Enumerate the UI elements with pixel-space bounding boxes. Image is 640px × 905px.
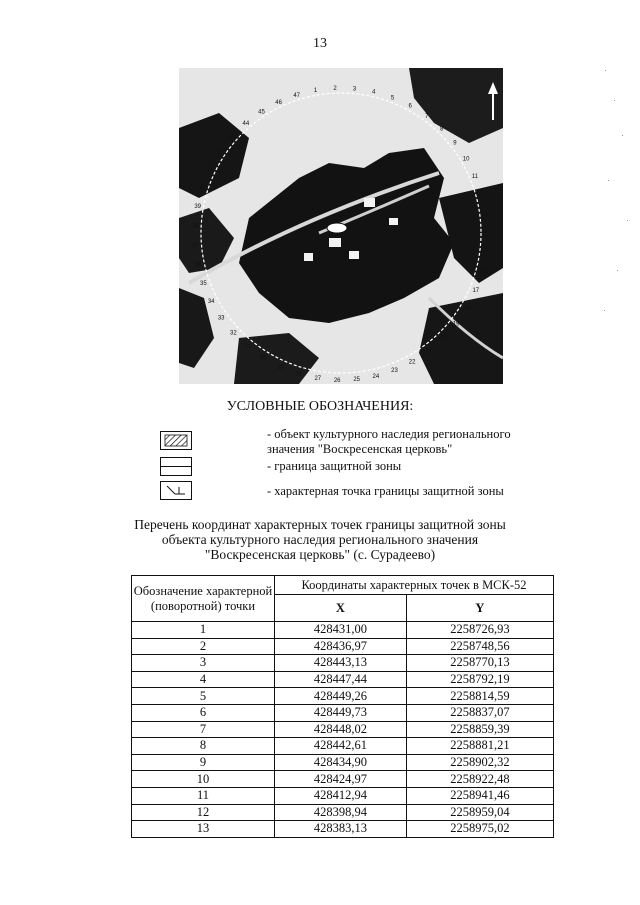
boundary-point-label: 21 <box>425 348 432 355</box>
list-title-line: объекта культурного наследия регионального значения <box>161 532 479 547</box>
table-row <box>132 787 554 804</box>
list-title-line: Перечень координат характерных точек границы защитной зоны <box>134 517 506 532</box>
table-row <box>132 622 554 639</box>
cell-x: 428448,02 <box>275 721 407 738</box>
legend-item-heritage-object <box>0 427 640 457</box>
building <box>364 198 375 207</box>
boundary-line-icon <box>160 457 192 476</box>
building <box>389 218 398 225</box>
boundary-point-label: 25 <box>353 377 361 384</box>
cell-y: 2258792,19 <box>406 671 553 688</box>
header-coordinates-group: Координаты характерных точек в МСК-52 <box>275 576 554 595</box>
boundary-point-label: 1 <box>313 88 318 95</box>
cell-y: 2258837,07 <box>406 704 553 721</box>
table-row <box>132 704 554 721</box>
boundary-point-label: 19 <box>452 321 460 328</box>
boundary-point-label: 8 <box>440 126 444 133</box>
boundary-point-label: 41 <box>206 167 214 174</box>
list-title-line: "Воскресенская церковь" (с. Сурадеево) <box>204 547 436 562</box>
cell-x: 428447,44 <box>275 671 407 688</box>
boundary-point-label: 14 <box>483 230 491 237</box>
boundary-point-label: 29 <box>277 364 284 371</box>
building <box>329 238 341 247</box>
cell-x: 428424,97 <box>275 771 407 788</box>
cell-y: 2258922,48 <box>406 771 553 788</box>
boundary-point-label: 15 <box>482 250 490 257</box>
legend-text-line: значения "Воскресенская церковь" <box>267 442 453 456</box>
coordinates-list-title <box>0 517 640 562</box>
boundary-point-label: 33 <box>217 315 225 322</box>
header-x: X <box>275 595 407 622</box>
cell-y: 2258726,93 <box>406 622 553 639</box>
cell-point-number: 4 <box>132 671 275 688</box>
boundary-point-label: 5 <box>390 95 395 102</box>
page-number: 13 <box>313 36 327 51</box>
cell-y: 2258881,21 <box>406 738 553 755</box>
cell-x: 428431,00 <box>275 622 407 639</box>
boundary-point-label: 44 <box>242 121 250 128</box>
boundary-point-label: 23 <box>391 367 398 374</box>
boundary-point-label: 18 <box>463 305 471 312</box>
boundary-point-label: 35 <box>200 280 207 287</box>
cell-x: 428443,13 <box>275 655 407 672</box>
boundary-point-label: 37 <box>192 242 199 249</box>
cell-x: 428383,13 <box>275 821 407 838</box>
boundary-point-label: 31 <box>244 344 251 351</box>
table-row <box>132 638 554 655</box>
cell-y: 2258975,02 <box>406 821 553 838</box>
header-point-designation: Обозначение характерной (поворотной) точки <box>132 576 275 622</box>
table-row <box>132 721 554 738</box>
cell-x: 428442,61 <box>275 738 407 755</box>
cell-y: 2258859,39 <box>406 721 553 738</box>
boundary-point-label: 16 <box>478 269 486 276</box>
legend-text <box>267 427 547 457</box>
building <box>304 253 313 261</box>
cell-point-number: 2 <box>132 638 275 655</box>
cell-x: 428449,73 <box>275 704 407 721</box>
cell-y: 2258941,46 <box>406 787 553 804</box>
boundary-point-label: 13 <box>482 211 489 218</box>
cell-y: 2258770,13 <box>406 655 553 672</box>
boundary-point-label: 40 <box>199 185 207 192</box>
cell-point-number: 9 <box>132 754 275 771</box>
table-row <box>132 655 554 672</box>
table-row <box>132 738 554 755</box>
legend-text-line: - характерная точка границы защитной зоны <box>267 484 504 498</box>
boundary-point-label: 46 <box>275 100 282 106</box>
table-row <box>132 671 554 688</box>
coordinates-table <box>131 575 554 838</box>
cell-x: 428436,97 <box>275 638 407 655</box>
boundary-point-label: 2 <box>333 86 337 93</box>
hatched-rectangle-icon <box>160 431 192 450</box>
table-row <box>132 771 554 788</box>
table-row <box>132 804 554 821</box>
cell-point-number: 5 <box>132 688 275 705</box>
legend-text <box>267 484 547 499</box>
boundary-point-label: 39 <box>194 204 202 210</box>
protection-zone-map <box>179 68 503 384</box>
boundary-point-label: 12 <box>478 192 485 199</box>
boundary-point-label: 36 <box>194 262 202 269</box>
boundary-point-label: 28 <box>295 371 303 378</box>
cell-y: 2258748,56 <box>406 638 553 655</box>
cell-point-number: 10 <box>132 771 275 788</box>
table-row <box>132 821 554 838</box>
boundary-point-label: 20 <box>439 336 447 343</box>
boundary-point-label: 22 <box>408 359 416 366</box>
boundary-point-label: 26 <box>333 378 341 384</box>
table-row <box>132 754 554 771</box>
boundary-point-label: 24 <box>372 373 380 380</box>
boundary-point-label: 42 <box>216 150 224 157</box>
boundary-point-label: 11 <box>471 174 479 180</box>
boundary-point-label: 34 <box>207 298 215 305</box>
cell-point-number: 1 <box>132 622 275 639</box>
boundary-point-label: 9 <box>453 140 457 147</box>
cell-point-number: 3 <box>132 655 275 672</box>
header-y: Y <box>406 595 553 622</box>
boundary-point-label: 10 <box>462 156 470 163</box>
boundary-point-label: 38 <box>191 223 199 230</box>
boundary-point-label: 3 <box>352 86 357 93</box>
legend-text <box>267 459 547 474</box>
cell-x: 428412,94 <box>275 787 407 804</box>
boundary-point-icon <box>160 481 192 500</box>
scan-noise <box>602 60 632 340</box>
map-image <box>179 68 503 384</box>
cell-point-number: 6 <box>132 704 275 721</box>
church-object <box>327 223 347 233</box>
cell-point-number: 11 <box>132 787 275 804</box>
boundary-point-label: 6 <box>408 103 412 110</box>
legend-text-line: - граница защитной зоны <box>267 459 402 473</box>
cell-y: 2258902,32 <box>406 754 553 771</box>
boundary-point-label: 30 <box>260 355 267 362</box>
cell-point-number: 13 <box>132 821 275 838</box>
boundary-point-label: 4 <box>372 89 376 96</box>
cell-y: 2258959,04 <box>406 804 553 821</box>
cell-point-number: 7 <box>132 721 275 738</box>
building <box>349 251 359 259</box>
cell-y: 2258814,59 <box>406 688 553 705</box>
legend-text-line: - объект культурного наследия регионального <box>267 427 511 441</box>
cell-point-number: 8 <box>132 738 275 755</box>
boundary-point-label: 27 <box>314 376 322 383</box>
boundary-point-label: 17 <box>472 288 480 294</box>
legend-item-point <box>0 480 640 510</box>
cell-x: 428398,94 <box>275 804 407 821</box>
legend-title: УСЛОВНЫЕ ОБОЗНАЧЕНИЯ: <box>226 399 414 414</box>
table-header-row <box>132 576 554 595</box>
cell-x: 428434,90 <box>275 754 407 771</box>
boundary-point-label: 47 <box>293 92 301 99</box>
table-row <box>132 688 554 705</box>
cell-point-number: 12 <box>132 804 275 821</box>
boundary-point-label: 7 <box>425 113 429 120</box>
boundary-point-label: 45 <box>258 109 265 116</box>
boundary-point-label: 43 <box>228 134 236 141</box>
cell-x: 428449,26 <box>275 688 407 705</box>
boundary-point-label: 32 <box>230 330 237 337</box>
